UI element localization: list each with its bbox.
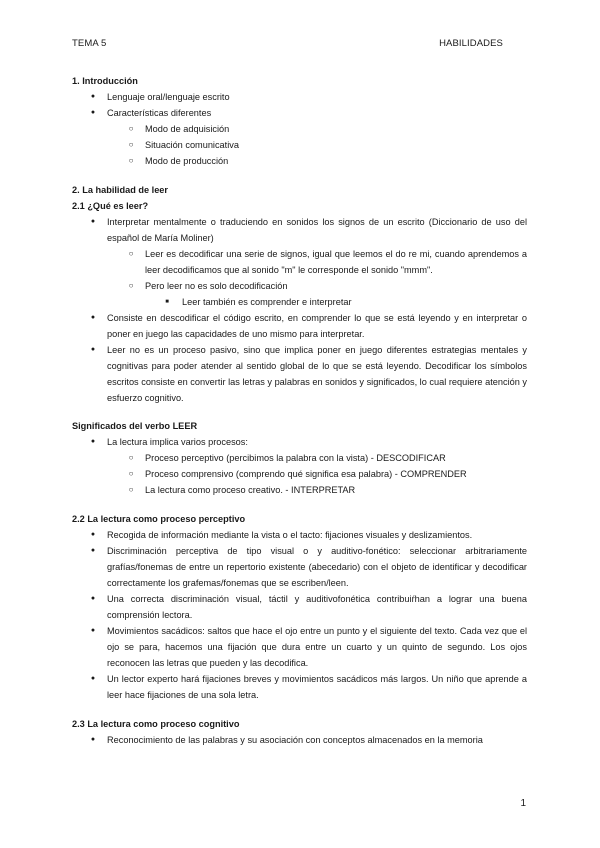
list-item: ● Leer no es un proceso pasivo, sino que implica poner en juego diferentes estrategias mentales y cognitivas para poder atender al sentido global de lo que se está leyendo. Decodificar los símbolos escritos consiste en convertir las letras y palabras en sonidos y significados, lo cual requiere atención y esfuerzo cognitivo. (72, 342, 527, 406)
list-item: ● Discriminación perceptiva de tipo visual o y auditivo-fonético: seleccionar arbitrariamente grafías/fonemas de entre un repertorio existente (abecedario) con el objeto de identificar y decodificar correctamente los grafemas/fonemas que se escriben/leen. (72, 543, 527, 591)
list-item: ● Consiste en descodificar el código escrito, en comprender lo que se está leyendo y en interpretar o poner en juego las capacidades de uno mismo para interpretar. (72, 310, 527, 342)
bullet-icon: ● (90, 314, 96, 321)
square-bullet-icon: ■ (165, 299, 169, 305)
section-title-intro: 1. Introducción (72, 76, 138, 86)
header-subject: HABILIDADES (439, 38, 503, 49)
circle-bullet-icon: ○ (128, 140, 134, 149)
bullet-icon: ● (90, 93, 96, 100)
sub-sub-list-item: ■ Leer también es comprender e interpretar (72, 294, 527, 310)
circle-bullet-icon: ○ (128, 156, 134, 165)
list-item: ● Movimientos sacádicos: saltos que hace el ojo entre un punto y el siguiente del texto. Cada vez que el ojo se para, hacemos una fijación que dura entre un cuarto y un quinto de segundo. Los ojos reconocen las letras que pueden y las decodifica. (72, 623, 527, 671)
subsection-title-what-is-reading: 2.1 ¿Qué es leer? (72, 201, 149, 211)
perceptive-list (72, 527, 527, 703)
list-item: ● Interpretar mentalmente o traduciendo en sonidos los signos de un escrito (Diccionario de uso del español de María Moliner) (72, 214, 527, 246)
bullet-icon: ● (90, 627, 96, 634)
circle-bullet-icon: ○ (128, 124, 134, 133)
sub-list-item: ○ Modo de adquisición (72, 121, 527, 137)
list-item: ● Reconocimiento de las palabras y su asociación con conceptos almacenados en la memoria (72, 732, 527, 748)
sub-list-item: ○ Pero leer no es solo decodificación (72, 278, 527, 294)
circle-bullet-icon: ○ (128, 281, 134, 290)
document-body (72, 73, 527, 748)
list-item: ● Características diferentes (72, 105, 527, 121)
circle-bullet-icon: ○ (128, 469, 134, 478)
cognitive-list (72, 732, 527, 748)
sub-list-item: ○ Situación comunicativa (72, 137, 527, 153)
reading-definition-list (72, 214, 527, 406)
page-number: 1 (520, 798, 526, 809)
bullet-icon: ● (90, 595, 96, 602)
sub-list-item: ○ Leer es decodificar una serie de signos, igual que leemos el do re mi, cuando aprendemos a leer decodificamos que al sonido "m" le corresponde el sonido "mmm". (72, 246, 527, 278)
bullet-icon: ● (90, 675, 96, 682)
intro-list (72, 89, 527, 169)
circle-bullet-icon: ○ (128, 485, 134, 494)
bullet-icon: ● (90, 438, 96, 445)
circle-bullet-icon: ○ (128, 249, 134, 258)
sub-list-item: ○ La lectura como proceso creativo. - INTERPRETAR (72, 482, 527, 498)
bullet-icon: ● (90, 109, 96, 116)
list-item: ● Una correcta discriminación visual, táctil y auditivofonética contribuiŕhan a lograr una buena comprensión lectora. (72, 591, 527, 623)
bullet-icon: ● (90, 346, 96, 353)
list-item: ● Un lector experto hará fijaciones breves y movimientos sacádicos más largos. Un niño que aprende a leer hace fijaciones de una sola letra. (72, 671, 527, 703)
bullet-icon: ● (90, 547, 96, 554)
section-title-perceptive-process: 2.2 La lectura como proceso perceptivo (72, 514, 246, 524)
section-title-reading-skill: 2. La habilidad de leer (72, 185, 168, 195)
circle-bullet-icon: ○ (128, 453, 134, 462)
meanings-list (72, 434, 527, 498)
bullet-icon: ● (90, 218, 96, 225)
sub-list-item: ○ Proceso comprensivo (comprendo qué significa esa palabra) - COMPRENDER (72, 466, 527, 482)
list-item: ● Lenguaje oral/lenguaje escrito (72, 89, 527, 105)
bullet-icon: ● (90, 531, 96, 538)
bullet-icon: ● (90, 736, 96, 743)
sub-list-item: ○ Modo de producción (72, 153, 527, 169)
sub-list-item: ○ Proceso perceptivo (percibimos la palabra con la vista) - DESCODIFICAR (72, 450, 527, 466)
list-item: ● La lectura implica varios procesos: (72, 434, 527, 450)
list-item: ● Recogida de información mediante la vista o el tacto: fijaciones visuales y deslizamientos. (72, 527, 527, 543)
section-title-cognitive-process: 2.3 La lectura como proceso cognitivo (72, 719, 240, 729)
header-topic: TEMA 5 (72, 38, 107, 49)
section-title-meanings: Significados del verbo LEER (72, 421, 198, 431)
